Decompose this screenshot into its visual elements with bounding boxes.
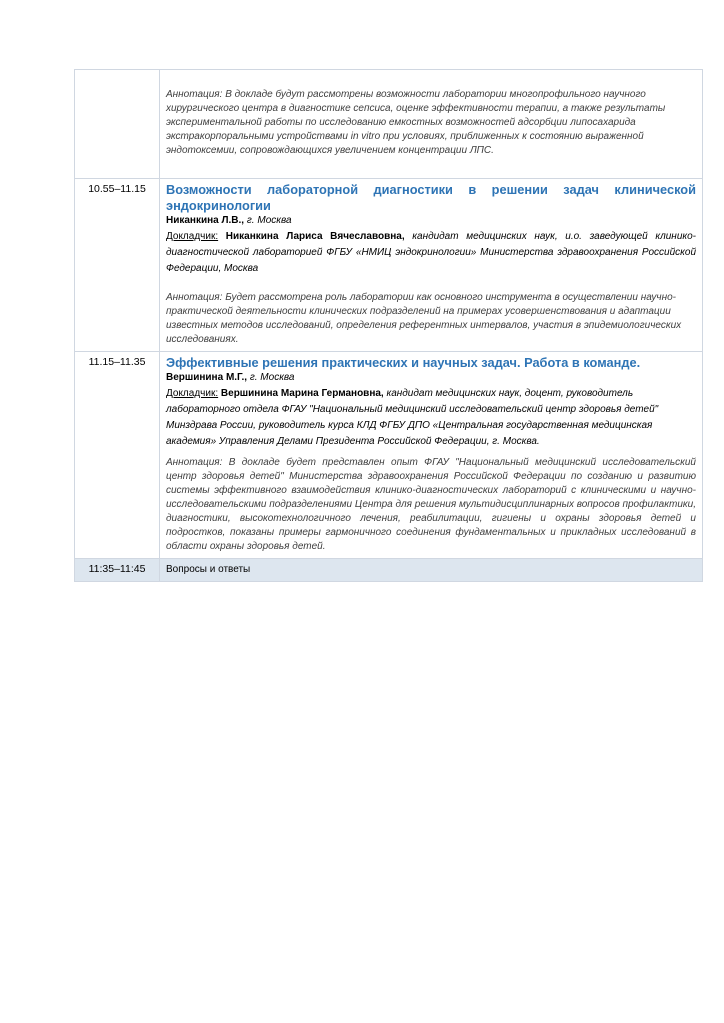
speaker-city: г. Москва: [246, 215, 292, 226]
talk-title: Возможности лабораторной диагностики в решении задач клинической эндокринологии: [166, 182, 696, 213]
speaker-line: [166, 214, 696, 228]
content-cell: [160, 179, 703, 352]
content-cell: [160, 70, 703, 179]
speaker-name: Вершинина М.Г.,: [166, 372, 248, 383]
reporter-line: [166, 386, 696, 450]
reporter-label: Докладчик:: [166, 388, 219, 399]
time-cell: [75, 70, 160, 179]
reporter-details: кандидат медицинских наук, доцент, руководитель лабораторного отдела ФГАУ "Национальный медицинский исследовательский центр здоровья детей" Минздрава России, руководитель курса КЛД ФГБУ ДПО «Центральная государственная медицинская академия» Управления Делами Президента Российской Федерации, г. Москва.: [166, 388, 659, 447]
reporter-line: [166, 229, 696, 277]
reporter-details: кандидат медицинских наук, и.о. заведующей клинико-диагностической лабораторией ФГБУ «НМИЦ эндокринологии» Министерства здравоохранения Российской Федерации, Москва: [166, 231, 696, 274]
spacer: [166, 277, 696, 291]
annotation-text: Аннотация: В докладе будут рассмотрены возможности лаборатории многопрофильного научного хирургического центра в диагностике сепсиса, оценке эффективности терапии, а также результаты экспериментальной работы по исследованию емкостных возможностей адсорбции липосахарида экстракорпоральными устройствами in vitro при условиях, приближенных к состоянию выраженной эндотоксемии, сопровождающихся увеличением концентрации ЛПС.: [166, 89, 666, 156]
table-row: [75, 559, 703, 582]
content-cell: [160, 352, 703, 559]
speaker-line: [166, 371, 696, 385]
speaker-name: Никанкина Л.В.,: [166, 215, 245, 226]
program-table: [74, 69, 703, 582]
reporter-name: Вершинина Марина Германовна,: [220, 388, 384, 399]
reporter-label: Докладчик:: [166, 231, 219, 242]
reporter-name: Никанкина Лариса Вячеславовна,: [225, 231, 405, 242]
speaker-city: г. Москва: [249, 372, 295, 383]
annotation-text: Аннотация: Будет рассмотрена роль лаборатории как основного инструмента в осуществлении научно-практической деятельности клинических подразделений на примерах усовершенствования и адаптации известных методов исследований, определения референтных интервалов, участия в эпидемиологических исследованиях.: [166, 292, 682, 345]
talk-title: Эффективные решения практических и научных задач. Работа в команде.: [166, 355, 641, 370]
table-row: [75, 70, 703, 179]
table-row: [75, 352, 703, 559]
qa-cell: Вопросы и ответы: [160, 559, 703, 582]
time-cell: 10.55–11.15: [75, 179, 160, 352]
table-row: [75, 179, 703, 352]
time-cell: 11.15–11.35: [75, 352, 160, 559]
annotation-text: Аннотация: В докладе будет представлен опыт ФГАУ "Национальный медицинский исследовательский центр здоровья детей" Министерства здравоохранения Российской Федерации по созданию и развитию системы эффективного взаимодействия клинико-диагностических лабораторий с клиническими и научно-исследовательскими подразделениями Центра для решения мультидисциплинарных вопросов профилактики, диагностики, высокотехнологичного лечения, реабилитации, гигиены и охраны здоровья детей и подростков, показаны примеры гармоничного соединения фундаментальных и прикладных исследований в области охраны здоровья детей.: [166, 457, 696, 552]
time-cell: 11:35–11:45: [75, 559, 160, 582]
